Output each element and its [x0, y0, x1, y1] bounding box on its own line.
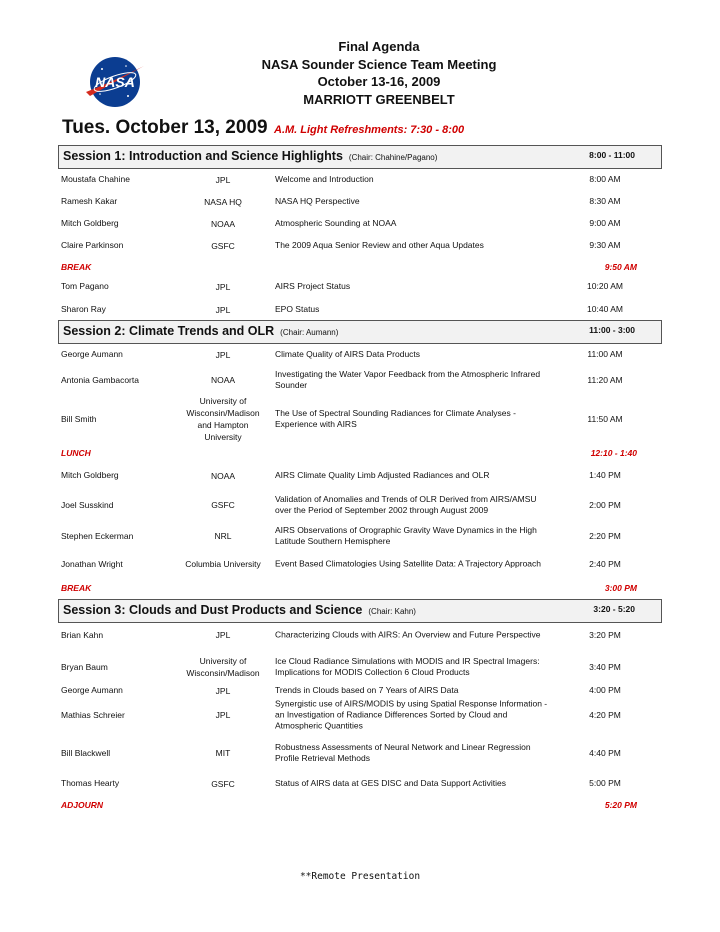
speaker-org: GSFC	[211, 779, 235, 789]
session-header	[58, 145, 662, 169]
nasa-logo	[82, 52, 148, 112]
speaker-name: Ramesh Kakar	[61, 196, 118, 206]
speaker-name: Tom Pagano	[61, 281, 109, 291]
talk-time: 8:00 AM	[589, 174, 621, 184]
speaker-name: Bill Smith	[61, 414, 97, 424]
speaker-name: Bryan Baum	[61, 662, 108, 672]
speaker-org: JPL	[215, 282, 231, 292]
speaker-org: JPL	[215, 710, 231, 720]
talk-title: AIRS Project Status	[275, 281, 351, 291]
session-title: Session 3: Clouds and Dust Products and Science	[63, 603, 363, 617]
talk-time: 3:20 PM	[589, 630, 621, 640]
logo-wordmark: NASA	[95, 74, 135, 90]
talk-time: 11:20 AM	[587, 375, 623, 385]
talk-time: 11:00 AM	[587, 349, 623, 359]
speaker-org: NOAA	[210, 219, 236, 229]
talk-title: Status of AIRS data at GES DISC and Data Support Activities	[275, 778, 507, 788]
talk-title: EPO Status	[275, 304, 320, 314]
talk-time: 4:20 PM	[589, 710, 621, 720]
break-label: BREAK	[61, 583, 92, 593]
talk-title: Climate Quality of AIRS Data Products	[275, 349, 421, 359]
talk-title: Event Based Climatologies Using Satellite Data: A Trajectory Approach	[275, 558, 542, 569]
talk-time: 4:40 PM	[589, 748, 621, 758]
speaker-org: NASA HQ	[204, 197, 242, 207]
speaker-name: Mathias Schreier	[61, 710, 125, 720]
speaker-name: Bill Blackwell	[61, 748, 111, 758]
break-row	[61, 262, 641, 272]
break-time: 5:20 PM	[604, 800, 637, 810]
refreshments-note: A.M. Light Refreshments: 7:30 - 8:00	[274, 124, 465, 136]
talk-title: Atmospheric Sounding at NOAA	[275, 218, 397, 228]
talk-title: Investigating the Water Vapor Feedback from the Atmospheric Infrared Sounder	[275, 369, 541, 390]
header-venue: MARRIOTT GREENBELT	[303, 91, 455, 107]
talk-title: AIRS Observations of Orographic Gravity Wave Dynamics in the High Latitude Southern Hemisphere	[275, 525, 537, 546]
speaker-name: George Aumann	[61, 349, 123, 359]
talk-time: 1:40 PM	[589, 470, 621, 480]
speaker-name: Claire Parkinson	[61, 240, 124, 250]
break-row	[61, 800, 641, 810]
break-label: ADJOURN	[61, 800, 104, 810]
speaker-org: Columbia University	[185, 559, 261, 569]
talk-time: 2:40 PM	[589, 559, 621, 569]
session-time: 11:00 - 3:00	[589, 325, 635, 335]
speaker-name: Antonia Gambacorta	[61, 375, 139, 385]
talk-title: Validation of Anomalies and Trends of OLR Derived from AIRS/AMSU over the Period of September 2002 through August 2009	[275, 494, 537, 515]
talk-time: 2:00 PM	[589, 500, 621, 510]
speaker-name: Stephen Eckerman	[61, 531, 134, 541]
speaker-org: NRL	[214, 531, 232, 541]
break-row	[61, 448, 641, 458]
speaker-name: Joel Susskind	[61, 500, 114, 510]
header-meeting: NASA Sounder Science Team Meeting	[261, 56, 497, 72]
session-header	[58, 320, 662, 344]
talk-time: 3:40 PM	[589, 662, 621, 672]
session-header	[58, 599, 662, 623]
speaker-name: Moustafa Chahine	[61, 174, 130, 184]
speaker-org: MIT	[215, 748, 231, 758]
talk-title: Welcome and Introduction	[275, 174, 374, 184]
speaker-org: JPL	[215, 350, 231, 360]
talk-title: Trends in Clouds based on 7 Years of AIRS Data	[275, 685, 459, 695]
talk-time: 10:20 AM	[587, 281, 623, 291]
talk-time: 9:30 AM	[589, 240, 621, 250]
speaker-org: JPL	[215, 175, 231, 185]
break-label: BREAK	[61, 262, 92, 272]
speaker-name: George Aumann	[61, 685, 123, 695]
speaker-name: Mitch Goldberg	[61, 218, 119, 228]
speaker-org: GSFC	[211, 500, 235, 510]
session-time: 8:00 - 11:00	[589, 150, 635, 160]
break-time: 3:00 PM	[604, 583, 637, 593]
speaker-name: Sharon Ray	[61, 304, 106, 314]
speaker-org: NOAA	[210, 471, 236, 481]
break-time: 9:50 AM	[604, 262, 637, 272]
speaker-org: JPL	[215, 630, 231, 640]
talk-title: Characterizing Clouds with AIRS: An Overview and Future Perspective	[275, 629, 541, 640]
talk-time: 4:00 PM	[589, 685, 621, 695]
speaker-org: JPL	[215, 305, 231, 315]
day-heading: Tues. October 13, 2009	[62, 117, 268, 138]
header-title: Final Agenda	[338, 39, 420, 54]
talk-time: 9:00 AM	[589, 218, 621, 228]
talk-time: 10:40 AM	[587, 304, 623, 314]
talk-title: Synergistic use of AIRS/MODIS by using Spatial Response Information - an Investigation of Radiance Differences Sorted by Cloud and Atmospheric Quantities	[275, 698, 548, 731]
speaker-name: Jonathan Wright	[61, 559, 123, 569]
speaker-org: NOAA	[210, 375, 236, 385]
talk-time: 11:50 AM	[587, 414, 623, 424]
talk-time: 2:20 PM	[589, 531, 621, 541]
talk-title: NASA HQ Perspective	[275, 196, 360, 206]
speaker-org: JPL	[215, 686, 231, 696]
session-chair: (Chair: Kahn)	[368, 607, 416, 616]
break-label: LUNCH	[61, 448, 91, 458]
break-row	[61, 583, 641, 593]
session-title: Session 2: Climate Trends and OLR	[63, 324, 275, 338]
speaker-name: Thomas Hearty	[61, 778, 120, 788]
talk-title: AIRS Climate Quality Limb Adjusted Radiances and OLR	[275, 470, 490, 480]
speaker-name: Mitch Goldberg	[61, 470, 119, 480]
session-title: Session 1: Introduction and Science Highlights	[63, 149, 343, 163]
talk-title: Ice Cloud Radiance Simulations with MODIS and IR Spectral Imagers: Implications for MODIS Collection 6 Cloud Products	[275, 656, 540, 677]
talk-time: 8:30 AM	[589, 196, 621, 206]
talk-title: Robustness Assessments of Neural Network and Linear Regression Profile Retrieval Methods	[275, 742, 531, 763]
break-time: 12:10 - 1:40	[590, 448, 637, 458]
footer-note: **Remote Presentation	[299, 871, 421, 882]
talk-time: 5:00 PM	[589, 778, 621, 788]
talk-title: The 2009 Aqua Senior Review and other Aqua Updates	[275, 240, 484, 250]
talk-title: The Use of Spectral Sounding Radiances for Climate Analyses - Experience with AIRS	[275, 408, 516, 429]
speaker-org: GSFC	[211, 241, 235, 251]
session-chair: (Chair: Chahine/Pagano)	[348, 153, 438, 162]
speaker-name: Brian Kahn	[61, 630, 104, 640]
speaker-org: University of Wisconsin/Madison and Hampton University	[186, 396, 260, 442]
session-time: 3:20 - 5:20	[593, 604, 635, 614]
header-dates: October 13-16, 2009	[317, 74, 441, 89]
speaker-org: University of Wisconsin/Madison	[186, 656, 260, 678]
session-chair: (Chair: Aumann)	[280, 328, 339, 337]
